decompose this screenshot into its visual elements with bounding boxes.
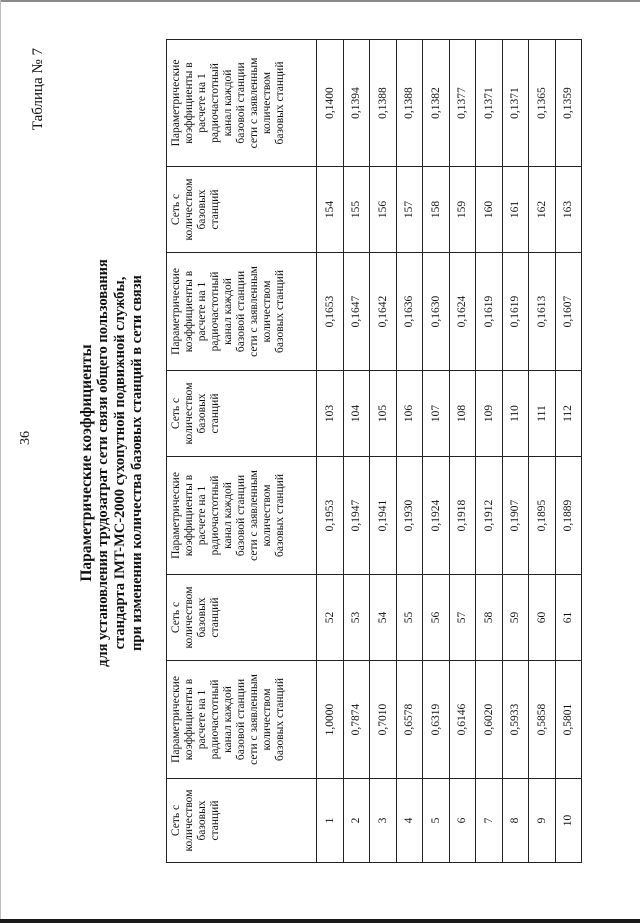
- table-row: [396, 40, 423, 863]
- coefficient-cell: 0,1630: [423, 253, 450, 371]
- station-count-cell: 6: [449, 779, 476, 863]
- header-text-line: количеством: [261, 484, 273, 547]
- table-row: [370, 40, 397, 863]
- coefficient-cell: 0,1619: [502, 253, 529, 371]
- header-text-line: базовых станций: [274, 678, 286, 761]
- coefficient-cell: 0,1647: [343, 253, 370, 371]
- header-text-line: количеством: [261, 72, 273, 134]
- header-text-line: расчете на 1: [196, 73, 208, 133]
- coefficient-cell: 0,1359: [555, 40, 582, 167]
- header-text-line: расчете на 1: [196, 281, 208, 342]
- coefficient-cell: 0,1653: [317, 253, 344, 371]
- header-text-line: Сеть с: [170, 193, 182, 226]
- header-text-line: Сеть с: [170, 397, 182, 430]
- station-count-cell: 57: [449, 575, 476, 661]
- coefficient-cell: 0,1400: [317, 40, 344, 167]
- header-text-line: коэффициенты в: [183, 62, 195, 144]
- header-text-line: канал каждой: [222, 69, 234, 137]
- header-coefficient: [167, 661, 317, 779]
- coefficient-cell: 0,7010: [370, 661, 397, 779]
- station-count-cell: 2: [343, 779, 370, 863]
- station-count-cell: 59: [502, 575, 529, 661]
- coefficient-cell: 0,1636: [396, 253, 423, 371]
- header-text-line: базовых станций: [274, 270, 286, 353]
- header-text-line: базовых: [196, 393, 208, 434]
- station-count-cell: 110: [502, 371, 529, 457]
- coefficient-cell: 0,5933: [502, 661, 529, 779]
- station-count-cell: 155: [343, 167, 370, 253]
- coefficient-cell: 0,1941: [370, 457, 397, 575]
- header-text-line: количеством: [183, 382, 195, 445]
- header-text-line: количеством: [183, 789, 195, 852]
- header-text-line: базовых станций: [274, 474, 286, 557]
- header-text-line: Параметрические: [170, 676, 182, 763]
- table-label: Таблица № 7: [30, 48, 46, 131]
- header-coefficient: [167, 40, 317, 167]
- table-row: [449, 40, 476, 863]
- table-title: [78, 103, 146, 823]
- header-text-line: Сеть с: [170, 601, 182, 634]
- header-text-line: количеством: [261, 688, 273, 751]
- coefficient-cell: 0,1388: [396, 40, 423, 167]
- coefficient-cell: 0,1889: [555, 457, 582, 575]
- station-count-cell: 4: [396, 779, 423, 863]
- station-count-cell: 52: [317, 575, 344, 661]
- coefficient-cell: 0,1394: [343, 40, 370, 167]
- coefficient-cell: 0,1388: [370, 40, 397, 167]
- header-text-line: базовых: [196, 597, 208, 638]
- station-count-cell: 156: [370, 167, 397, 253]
- table-row: [343, 40, 370, 863]
- title-line-1: Параметрические коэффициенты: [78, 344, 95, 582]
- header-text-line: Параметрические: [170, 268, 182, 355]
- table-row: [476, 40, 503, 863]
- title-line-3: стандарта IMT-MC-2000 сухопутной подвижной службы,: [112, 276, 128, 650]
- coefficient-cell: 0,1924: [423, 457, 450, 575]
- header-coefficient: [167, 457, 317, 575]
- header-text-line: станций: [209, 800, 221, 841]
- station-count-cell: 107: [423, 371, 450, 457]
- header-text-line: сети с заявленным: [248, 674, 260, 765]
- station-count-cell: 160: [476, 167, 503, 253]
- header-text-line: Параметрические: [170, 472, 182, 559]
- station-count-cell: 7: [476, 779, 503, 863]
- table-row: [423, 40, 450, 863]
- coefficient-cell: 0,1895: [529, 457, 556, 575]
- table-row: [555, 40, 582, 863]
- header-text-line: расчете на 1: [196, 485, 208, 546]
- coefficient-cell: 1,0000: [317, 661, 344, 779]
- coefficient-cell: 0,1947: [343, 457, 370, 575]
- coefficient-cell: 0,1912: [476, 457, 503, 575]
- header-text-line: сети с заявленным: [248, 57, 260, 149]
- coefficients-table: [166, 39, 582, 863]
- table-body: [317, 40, 582, 863]
- station-count-cell: 104: [343, 371, 370, 457]
- coefficient-cell: 0,1953: [317, 457, 344, 575]
- station-count-cell: 56: [423, 575, 450, 661]
- header-text-line: базовых станций: [274, 61, 286, 145]
- title-line-2: для установления трудозатрат сети связи общего пользования: [95, 259, 111, 667]
- station-count-cell: 58: [476, 575, 503, 661]
- station-count-cell: 159: [449, 167, 476, 253]
- station-count-cell: 161: [502, 167, 529, 253]
- table-row: [502, 40, 529, 863]
- station-count-cell: 108: [449, 371, 476, 457]
- header-text-line: базовой станции: [235, 678, 247, 761]
- station-count-cell: 154: [317, 167, 344, 253]
- coefficient-cell: 0,1365: [529, 40, 556, 167]
- station-count-cell: 3: [370, 779, 397, 863]
- header-text-line: канал каждой: [222, 482, 234, 549]
- header-text-line: базовой станции: [235, 270, 247, 353]
- station-count-cell: 158: [423, 167, 450, 253]
- header-text-line: Сеть с: [170, 804, 182, 837]
- station-count-cell: 162: [529, 167, 556, 253]
- header-text-line: базовых: [196, 189, 208, 230]
- coefficient-cell: 0,1613: [529, 253, 556, 371]
- header-text-line: станций: [209, 597, 221, 638]
- station-count-cell: 61: [555, 575, 582, 661]
- station-count-cell: 60: [529, 575, 556, 661]
- header-text-line: Параметрические: [170, 59, 182, 147]
- header-station-count: [167, 167, 317, 253]
- coefficient-cell: 0,5801: [555, 661, 582, 779]
- coefficient-cell: 0,1377: [449, 40, 476, 167]
- header-station-count: [167, 575, 317, 661]
- header-text-line: сети с заявленным: [248, 266, 260, 357]
- table-header-row: [167, 40, 317, 863]
- header-text-line: коэффициенты в: [183, 474, 195, 557]
- header-station-count: [167, 779, 317, 863]
- coefficient-cell: 0,1642: [370, 253, 397, 371]
- title-line-4: при изменении количества базовых станций в сети связи: [129, 275, 145, 651]
- coefficient-cell: 0,1624: [449, 253, 476, 371]
- station-count-cell: 103: [317, 371, 344, 457]
- coefficient-cell: 0,1371: [476, 40, 503, 167]
- coefficient-cell: 0,6319: [423, 661, 450, 779]
- station-count-cell: 157: [396, 167, 423, 253]
- coefficient-cell: 0,6578: [396, 661, 423, 779]
- header-text-line: базовых: [196, 800, 208, 841]
- header-text-line: количеством: [261, 280, 273, 343]
- coefficient-cell: 0,1382: [423, 40, 450, 167]
- header-text-line: базовой станции: [235, 474, 247, 557]
- header-coefficient: [167, 253, 317, 371]
- header-text-line: базовой станции: [235, 62, 247, 144]
- station-count-cell: 112: [555, 371, 582, 457]
- coefficient-cell: 0,1619: [476, 253, 503, 371]
- header-text-line: коэффициенты в: [183, 270, 195, 353]
- header-text-line: радиочастотный: [209, 271, 221, 352]
- coefficient-cell: 0,5858: [529, 661, 556, 779]
- header-text-line: радиочастотный: [209, 475, 221, 556]
- header-text-line: станций: [209, 189, 221, 230]
- table-row: [529, 40, 556, 863]
- coefficient-cell: 0,6146: [449, 661, 476, 779]
- coefficient-cell: 0,7874: [343, 661, 370, 779]
- station-count-cell: 106: [396, 371, 423, 457]
- station-count-cell: 8: [502, 779, 529, 863]
- page-number: 36: [18, 431, 33, 445]
- coefficient-cell: 0,1918: [449, 457, 476, 575]
- header-text-line: количеством: [183, 586, 195, 649]
- table-row: [317, 40, 344, 863]
- station-count-cell: 111: [529, 371, 556, 457]
- station-count-cell: 163: [555, 167, 582, 253]
- header-text-line: расчете на 1: [196, 689, 208, 750]
- station-count-cell: 54: [370, 575, 397, 661]
- station-count-cell: 1: [317, 779, 344, 863]
- station-count-cell: 10: [555, 779, 582, 863]
- header-text-line: количеством: [183, 178, 195, 241]
- header-text-line: канал каждой: [222, 686, 234, 753]
- station-count-cell: 55: [396, 575, 423, 661]
- header-text-line: сети с заявленным: [248, 470, 260, 561]
- header-text-line: станций: [209, 393, 221, 434]
- coefficient-cell: 0,1371: [502, 40, 529, 167]
- station-count-cell: 109: [476, 371, 503, 457]
- station-count-cell: 53: [343, 575, 370, 661]
- station-count-cell: 105: [370, 371, 397, 457]
- station-count-cell: 9: [529, 779, 556, 863]
- header-text-line: канал каждой: [222, 278, 234, 345]
- coefficient-cell: 0,1607: [555, 253, 582, 371]
- coefficient-cell: 0,1907: [502, 457, 529, 575]
- header-text-line: радиочастотный: [209, 63, 221, 143]
- station-count-cell: 5: [423, 779, 450, 863]
- header-text-line: радиочастотный: [209, 679, 221, 760]
- coefficient-cell: 0,1930: [396, 457, 423, 575]
- coefficient-cell: 0,6020: [476, 661, 503, 779]
- header-station-count: [167, 371, 317, 457]
- header-text-line: коэффициенты в: [183, 678, 195, 761]
